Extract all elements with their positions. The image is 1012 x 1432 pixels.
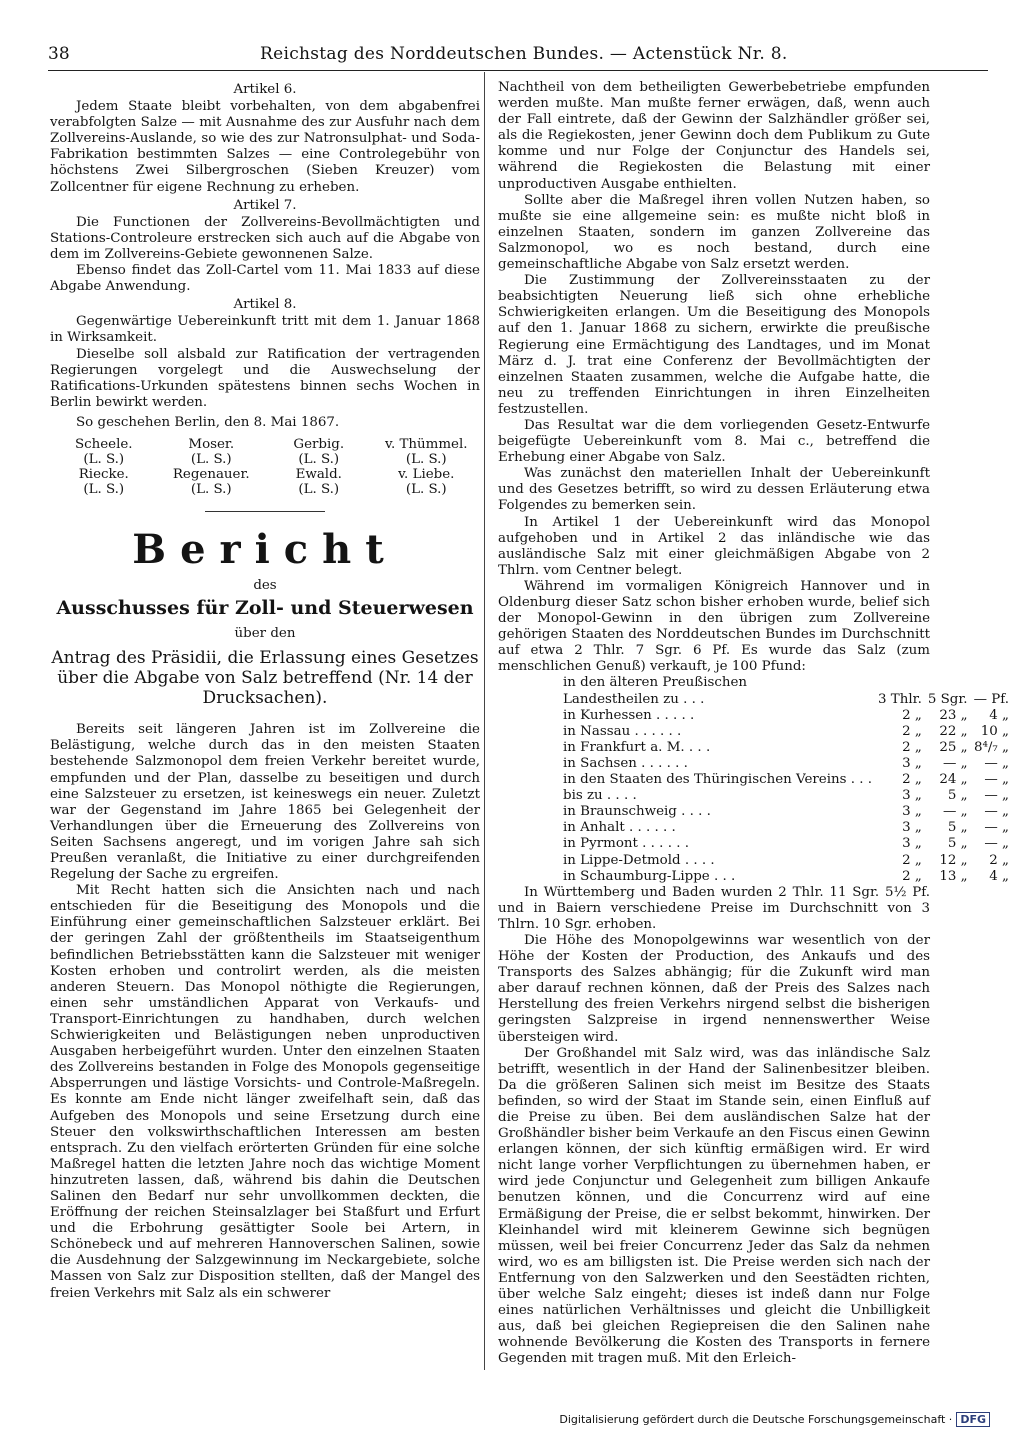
report-paragraph: In Württemberg und Baden wurden 2 Thlr. 11 Sgr. 5½ Pf. und in Baiern verschiedene Preise im Durchschnitt von 3 Thlrn. 10 Sgr. erhoben.: [498, 884, 930, 932]
footer-credit: [559, 1412, 990, 1427]
price-cell: 3 Thlr.: [878, 691, 922, 707]
signatory: Moser. (L. S.): [188, 436, 235, 467]
header-rule: [48, 70, 988, 71]
price-cell: 23 „: [939, 707, 968, 723]
price-cell: 25 „: [939, 739, 968, 755]
signatory: Scheele. (L. S.): [74, 436, 133, 467]
right-column: [498, 80, 1009, 1368]
price-cell: — „: [984, 820, 1009, 836]
table-row: [560, 836, 1012, 852]
price-cell: 5 „: [947, 836, 968, 852]
price-region: in Lippe-Detmold . . . .: [563, 852, 715, 868]
table-row: [560, 853, 1012, 869]
price-cell: 2 „: [902, 852, 922, 868]
price-cell: 8⁴/₇ „: [974, 739, 1009, 755]
price-cell: 2 „: [902, 868, 922, 884]
article-7-text-2: Ebenso findet das Zoll-Cartel vom 11. Mai 1833 auf diese Abgabe Anwendung.: [50, 263, 480, 295]
price-cell: 2 „: [902, 723, 922, 739]
price-region: in Pyrmont . . . . . .: [563, 836, 689, 852]
column-divider: [484, 72, 485, 1370]
price-cell: 5 „: [947, 788, 968, 804]
table-row: [560, 788, 1012, 804]
price-cell: 10 „: [980, 723, 1009, 739]
price-cell: — „: [984, 836, 1009, 852]
price-cell: — Pf.: [973, 691, 1009, 707]
table-row: [560, 692, 1012, 708]
article-6-text: Jedem Staate bleibt vorbehalten, von dem abgabenfrei verabfolgten Salze — mit Ausnahme des zur Ausfuhr nach dem Zollvereins-Auslande, so wie des zur Natronsulphat- und Soda-Fabrikation bestimmten Salzes — eine Controlegebühr von höchstens Zwei Silbergroschen (Sieben Kreuzer) vom Zollcentner für eigene Rechnung zu erheben.: [50, 99, 480, 195]
report-title: Bericht: [132, 525, 398, 573]
report-des: des: [253, 577, 277, 593]
price-region: in den Staaten des Thüringischen Vereins . . .: [563, 772, 873, 788]
price-cell: 3 „: [902, 820, 922, 836]
price-cell: 2 „: [989, 852, 1009, 868]
price-cell: — „: [984, 804, 1009, 820]
signatory: Regenauer. (L. S.): [172, 466, 250, 497]
table-row: [560, 804, 1012, 820]
table-row: [560, 869, 1012, 885]
signatory: Riecke. (L. S.): [78, 466, 129, 497]
article-8-text-2: Dieselbe soll alsbald zur Ratification der vertragenden Regierungen vorgelegt und die Auswechselung der Ratifications-Urkunden spätestens binnen sechs Wochen in Berlin bewirkt werden.: [50, 346, 480, 410]
price-cell: 22 „: [939, 723, 968, 739]
price-cell: 2 „: [902, 772, 922, 788]
running-head: Reichstag des Norddeutschen Bundes. — Actenstück Nr. 8.: [260, 44, 788, 64]
price-region: in Braunschweig . . . .: [563, 804, 711, 820]
price-cell: [875, 675, 925, 691]
report-ueber-den: über den: [234, 626, 296, 642]
price-cell: 4 „: [989, 868, 1009, 884]
article-7-title: Artikel 7.: [233, 197, 297, 213]
price-cell: 2 „: [902, 739, 922, 755]
report-paragraph: Sollte aber die Maßregel ihren vollen Nutzen haben, so mußte sie eine allgemeine sein: es mußte nicht bloß in einzelnen Staaten, sondern im ganzen Zollvereine das Salzmonopol, wo es noch bestand, durch eine gemeinschaftliche Abgabe von Salz ersetzt werden.: [498, 192, 930, 273]
report-paragraph: Bereits seit längeren Jahren ist im Zollvereine die Belästigung, welche durch das in den meisten Staaten bestehende Salzmonopol dem freien Verkehr bereitet wurde, empfunden und der Plan, dasselbe zu beseitigen und durch eine Salzsteuer zu ersetzen, ist keineswegs ein neuer. Zuletzt war der Gegenstand im Jahre 1865 bei Gelegenheit der Verhandlungen über die Erneuerung des Zollvereins von Seiten Sachsens angeregt, und im vorigen Jahre sah sich Preußen veranlaßt, die Initiative zu einer durchgreifenden Regelung der Sache zu ergreifen.: [50, 722, 480, 883]
page-header: [48, 44, 968, 70]
report-paragraph: Die Zustimmung der Zollvereinsstaaten zu der beabsichtigten Neuerung ließ sich ohne erhebliche Schwierigkeiten erlangen. Um die Beseitigung des Monopols auf den 1. Januar 1868 zu sichern, erwirkte die preußische Regierung eine Ermächtigung des Landtages, und im Monat März d. J. trat eine Conferenz der Bevollmächtigten der einzelnen Staaten zusammen, welche die Aufgabe hatte, die neu zu treffenden Einrichtungen in ihren Einzelheiten festzustellen.: [498, 273, 930, 417]
price-cell: 12 „: [939, 852, 968, 868]
price-cell: 5 Sgr.: [927, 691, 968, 707]
price-cell: 13 „: [939, 868, 968, 884]
signatory: Ewald. (L. S.): [295, 466, 342, 497]
price-cell: 3 „: [902, 836, 922, 852]
price-cell: 3 „: [902, 755, 922, 771]
price-cell: 4 „: [989, 707, 1009, 723]
place-date: So geschehen Berlin, den 8. Mai 1867.: [76, 414, 340, 430]
price-cell: — „: [984, 772, 1009, 788]
report-paragraph: Während im vormaligen Königreich Hannover und in Oldenburg dieser Satz schon bisher erhoben wurde, belief sich der Monopol-Gewinn in den übrigen zum Zollvereine gehörigen Staaten des Norddeutschen Bundes im Durchschnitt auf etwa 2 Thlr. 7 Sgr. 6 Pf. Es wurde das Salz (zum menschlichen Genuß) verkauft, je 100 Pfund:: [498, 578, 930, 675]
report-subject: Antrag des Präsidii, die Erlassung eines Gesetzes über die Abgabe von Salz betreffend (Nr. 14 der Drucksachen).: [51, 648, 479, 709]
article-7-text-1: Die Functionen der Zollvereins-Bevollmächtigten und Stations-Controleure erstrecken sich auch auf die Abgabe von dem im Zollvereins-Gebiete gewonnenen Salze.: [50, 214, 480, 262]
price-region: Landestheilen zu . . .: [563, 691, 705, 707]
table-row: [560, 724, 1012, 740]
committee-title: Ausschusses für Zoll- und Steuerwesen: [56, 597, 474, 620]
table-row: [560, 756, 1012, 772]
signatory: v. Thümmel. (L. S.): [384, 436, 468, 467]
price-cell: [971, 675, 1012, 691]
salt-price-table: [560, 675, 1012, 884]
price-region: in Kurhessen . . . . .: [563, 707, 695, 723]
price-region: in den älteren Preußischen: [563, 675, 748, 691]
report-paragraph: Was zunächst den materiellen Inhalt der Uebereinkunft und des Gesetzes betrifft, so wird zu dessen Erläuterung etwa Folgendes zu bemerken sein.: [498, 466, 930, 514]
page-number: 38: [48, 44, 70, 64]
report-paragraph: In Artikel 1 der Uebereinkunft wird das Monopol aufgehoben und in Artikel 2 das inländische wie das ausländische Salz mit einer gleichmäßigen Abgabe von 2 Thlrn. vom Centner belegt.: [498, 514, 930, 578]
signatory: Gerbig. (L. S.): [293, 436, 345, 467]
dfg-logo: DFG: [956, 1412, 990, 1427]
table-row: [560, 708, 1012, 724]
table-row: [560, 740, 1012, 756]
price-cell: — „: [942, 755, 968, 771]
price-cell: 3 „: [902, 788, 922, 804]
table-row: [560, 772, 1012, 788]
signatures: [50, 437, 480, 497]
price-cell: — „: [984, 755, 1009, 771]
price-cell: [925, 675, 971, 691]
report-paragraph: Das Resultat war die dem vorliegenden Gesetz-Entwurfe beigefügte Uebereinkunft vom 8. Mai c., betreffend die Erhebung einer Abgabe von Salz.: [498, 417, 930, 466]
price-region: in Frankfurt a. M. . . .: [563, 739, 711, 755]
table-row: [560, 675, 1012, 691]
price-cell: 3 „: [902, 804, 922, 820]
price-region: bis zu . . . .: [563, 788, 637, 804]
price-region: in Schaumburg-Lippe . . .: [563, 868, 736, 884]
signatory: v. Liebe. (L. S.): [398, 466, 455, 497]
report-paragraph: Nachtheil von dem betheiligten Gewerbebetriebe empfunden werden mußte. Man mußte ferner erwägen, daß, wenn auch der Fall eintrete, daß der Gewinn der Salzhändler größer sei, als die Regiekosten, jener Gewinn doch dem Publikum zu Gute komme und nur Folge der Conjunctur des Handels sei, während die Regiekosten die Belastung mit einer unproductiven Ausgabe enthielten.: [498, 80, 930, 192]
article-8-title: Artikel 8.: [233, 297, 297, 313]
report-paragraph: Die Höhe des Monopolgewinns war wesentlich von der Höhe der Kosten der Production, des Ankaufs und des Transports des Salzes abhängig; für die Zukunft wird man aber darauf rechnen können, daß der Preis des Salzes nach Herstellung des freien Verkehrs nirgend selbst die bisherigen geringsten Salzpreise in irgend nennenswerther Weise übersteigen wird.: [498, 932, 930, 1045]
price-region: in Sachsen . . . . . .: [563, 755, 688, 771]
price-cell: 5 „: [947, 820, 968, 836]
section-rule: [205, 511, 325, 512]
price-region: in Nassau . . . . . .: [563, 723, 682, 739]
price-cell: — „: [942, 804, 968, 820]
report-paragraph: Der Großhandel mit Salz wird, was das inländische Salz betrifft, wesentlich in der Hand der Salinenbesitzer bleiben. Da die größeren Salinen sich meist im Besitze des Staats befinden, so wird der Staat im Stande sein, einen Einfluß auf die Preise zu üben. Bei dem ausländischen Salze hat der Großhändler bisher beim Verkaufe an den Fiscus einen Gewinn erlangen können, der sich künftig ermäßigen wird. Er wird nicht lange vorher Verpflichtungen zu übernehmen haben, er wird jede Conjunctur und Gelegenheit zum billigen Ankaufe benutzen können, und die Concurrenz wird auf eine Ermäßigung der Preise, die er selbst bekommt, hinwirken. Der Kleinhandel wird mit kleinerem Gewinne sich begnügen müssen, weil bei freier Concurrenz Jeder das Salz da nehmen wird, wo es am billigsten ist. Die Preise werden sich nach der Entfernung von den Salzwerken und den Seestädten richten, über welche Salz eingeht; dieses ist indeß dann nur Folge eines natürlichen Verhältnisses und gleicht die Unbilligkeit aus, daß bei gleichen Regiepreisen die den Salinen nahe wohnende Bevölkerung die Kosten des Transports in fernere Gegenden mit tragen muß. Mit den Erleich-: [498, 1045, 930, 1367]
article-8-text-1: Gegenwärtige Uebereinkunft tritt mit dem 1. Januar 1868 in Wirksamkeit.: [50, 314, 480, 346]
table-row: [560, 820, 1012, 836]
article-6-title: Artikel 6.: [233, 82, 297, 97]
price-cell: — „: [984, 788, 1009, 804]
price-cell: 24 „: [939, 772, 968, 788]
report-paragraph: Mit Recht hatten sich die Ansichten nach und nach entschieden für die Beseitigung des Monopols und die Einführung einer gemeinschaftlichen Salzsteuer erklärt. Bei der geringen Zahl der größtentheils im Staatseigenthum befindlichen Betriebsstätten kann die Salzsteuer mit weniger Kosten erhoben und controlirt werden, als die meisten anderen Steuern. Das Monopol nöthigte die Regierungen, einen sehr umständlichen Apparat von Verkaufs- und Transport-Einrichtungen zu handhaben, durch welchen Schwierigkeiten und Belästigungen neben unproductiven Ausgaben herbeigeführt wurden. Unter den einzelnen Staaten des Zollvereins bestanden in Folge des Monopols gegenseitige Absperrungen und lästige Vorsichts- und Controle-Maßregeln. Es konnte am Ende nicht länger zweifelhaft sein, daß das Aufgeben des Monopols und seine Ersetzung durch eine Steuer den volkswirthschaftlichen Interessen am besten entsprach. Zu den vielfach erörterten Gründen für eine solche Maßregel hatten die letzten Jahre noch das wichtige Moment hinzutreten lassen, daß, während bis dahin die Deutschen Salinen den Bedarf nur sehr unvollkommen deckten, die Eröffnung der reichen Steinsalzlager bei Staßfurt und Erfurt und die Erbohrung gesättigter Soole bei Artern, in Schönebeck und auf mehreren Hannoverschen Salinen, sowie die Ausdehnung der Salzgewinnung im Neckargebiete, solche Massen von Salz zur Disposition stellten, daß der Mangel des freien Verkehrs mit Salz als ein schwerer: [50, 883, 480, 1301]
footer-text: Digitalisierung gefördert durch die Deutsche Forschungsgemeinschaft ·: [559, 1413, 953, 1426]
price-cell: 2 „: [902, 707, 922, 723]
left-column: [50, 80, 480, 1302]
price-region: in Anhalt . . . . . .: [563, 820, 676, 836]
